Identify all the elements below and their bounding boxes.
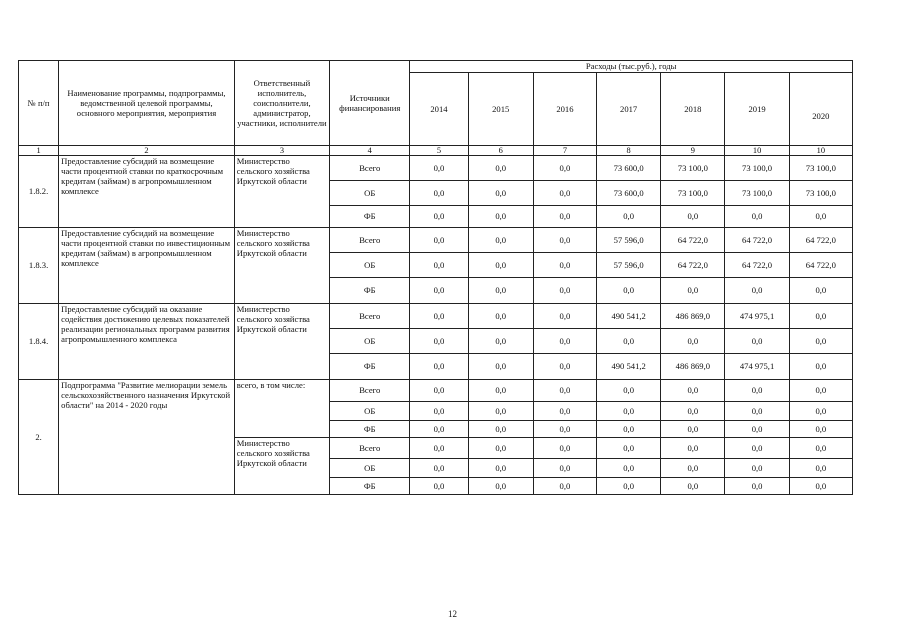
table-header — [19, 61, 853, 156]
amount-cell: 0,0 — [789, 278, 852, 304]
amount-cell: 0,0 — [410, 228, 468, 253]
funding-source: Всего — [330, 438, 410, 459]
amount-cell: 0,0 — [533, 354, 596, 380]
amount-cell: 0,0 — [533, 402, 596, 421]
amount-cell: 73 100,0 — [661, 181, 725, 206]
amount-cell: 0,0 — [661, 402, 725, 421]
column-number: 1 — [19, 146, 59, 156]
responsible-executor: Министерство сельского хозяйства Иркутской области — [234, 438, 329, 495]
header-year: 2019 — [725, 73, 789, 146]
amount-cell: 64 722,0 — [661, 228, 725, 253]
amount-cell: 0,0 — [597, 278, 661, 304]
amount-cell: 0,0 — [789, 421, 852, 438]
column-number: 8 — [597, 146, 661, 156]
column-number: 10 — [725, 146, 789, 156]
amount-cell: 490 541,2 — [597, 304, 661, 329]
funding-source: ФБ — [330, 478, 410, 495]
amount-cell: 0,0 — [410, 421, 468, 438]
amount-cell: 0,0 — [533, 421, 596, 438]
funding-source: Всего — [330, 228, 410, 253]
amount-cell: 0,0 — [410, 156, 468, 181]
amount-cell: 0,0 — [661, 380, 725, 402]
table-body — [19, 156, 853, 495]
amount-cell: 64 722,0 — [789, 228, 852, 253]
amount-cell: 0,0 — [725, 478, 789, 495]
column-number: 2 — [59, 146, 235, 156]
column-number: 9 — [661, 146, 725, 156]
amount-cell: 0,0 — [725, 278, 789, 304]
amount-cell: 0,0 — [410, 459, 468, 478]
column-number: 3 — [234, 146, 329, 156]
table-row — [19, 380, 853, 402]
amount-cell: 0,0 — [597, 402, 661, 421]
amount-cell: 0,0 — [725, 402, 789, 421]
header-year: 2017 — [597, 73, 661, 146]
funding-source: ОБ — [330, 329, 410, 354]
amount-cell: 0,0 — [410, 253, 468, 278]
amount-cell: 0,0 — [725, 329, 789, 354]
amount-cell: 73 100,0 — [661, 156, 725, 181]
amount-cell: 474 975,1 — [725, 304, 789, 329]
amount-cell: 0,0 — [468, 253, 533, 278]
amount-cell: 73 600,0 — [597, 181, 661, 206]
header-num: № п/п — [19, 61, 59, 146]
amount-cell: 0,0 — [468, 380, 533, 402]
program-name: Предоставление субсидий на оказание содействия достижению целевых показателей реализации региональных программ развития агропромышленного комплекса — [59, 304, 235, 380]
amount-cell: 0,0 — [533, 478, 596, 495]
amount-cell: 57 596,0 — [597, 253, 661, 278]
funding-source: ФБ — [330, 421, 410, 438]
amount-cell: 0,0 — [661, 329, 725, 354]
amount-cell: 64 722,0 — [661, 253, 725, 278]
program-name: Подпрограмма "Развитие мелиорации земель сельскохозяйственного назначения Иркутской области" на 2014 - 2020 годы — [59, 380, 235, 495]
amount-cell: 0,0 — [533, 329, 596, 354]
amount-cell: 0,0 — [789, 459, 852, 478]
table-row — [19, 156, 853, 181]
amount-cell: 0,0 — [725, 438, 789, 459]
header-year: 2016 — [533, 73, 596, 146]
responsible-executor: всего, в том числе: — [234, 380, 329, 438]
amount-cell: 0,0 — [468, 478, 533, 495]
budget-table — [18, 60, 853, 495]
funding-source: ФБ — [330, 278, 410, 304]
amount-cell: 0,0 — [410, 380, 468, 402]
amount-cell: 0,0 — [468, 354, 533, 380]
row-number: 1.8.4. — [19, 304, 59, 380]
amount-cell: 57 596,0 — [597, 228, 661, 253]
amount-cell: 0,0 — [661, 278, 725, 304]
amount-cell: 0,0 — [533, 438, 596, 459]
amount-cell: 0,0 — [789, 478, 852, 495]
responsible-executor: Министерство сельского хозяйства Иркутской области — [234, 304, 329, 380]
funding-source: ФБ — [330, 354, 410, 380]
amount-cell: 0,0 — [533, 278, 596, 304]
responsible-executor: Министерство сельского хозяйства Иркутской области — [234, 228, 329, 304]
amount-cell: 0,0 — [468, 304, 533, 329]
amount-cell: 73 100,0 — [789, 181, 852, 206]
funding-source: ОБ — [330, 459, 410, 478]
amount-cell: 0,0 — [533, 380, 596, 402]
amount-cell: 0,0 — [468, 402, 533, 421]
column-number: 4 — [330, 146, 410, 156]
amount-cell: 0,0 — [661, 459, 725, 478]
table-row — [19, 304, 853, 329]
amount-cell: 0,0 — [597, 438, 661, 459]
amount-cell: 0,0 — [468, 278, 533, 304]
amount-cell: 474 975,1 — [725, 354, 789, 380]
amount-cell: 0,0 — [725, 206, 789, 228]
column-number: 7 — [533, 146, 596, 156]
table-row — [19, 228, 853, 253]
amount-cell: 0,0 — [468, 228, 533, 253]
header-year: 2015 — [468, 73, 533, 146]
amount-cell: 0,0 — [468, 329, 533, 354]
header-year: 2014 — [410, 73, 468, 146]
amount-cell: 73 100,0 — [725, 156, 789, 181]
amount-cell: 0,0 — [725, 380, 789, 402]
amount-cell: 0,0 — [597, 478, 661, 495]
amount-cell: 0,0 — [789, 354, 852, 380]
amount-cell: 0,0 — [410, 438, 468, 459]
row-number: 1.8.2. — [19, 156, 59, 228]
amount-cell: 64 722,0 — [725, 228, 789, 253]
amount-cell: 486 869,0 — [661, 304, 725, 329]
amount-cell: 0,0 — [725, 421, 789, 438]
amount-cell: 0,0 — [789, 438, 852, 459]
amount-cell: 0,0 — [410, 402, 468, 421]
amount-cell: 0,0 — [468, 421, 533, 438]
column-number: 5 — [410, 146, 468, 156]
amount-cell: 0,0 — [533, 253, 596, 278]
amount-cell: 0,0 — [789, 304, 852, 329]
amount-cell: 0,0 — [410, 478, 468, 495]
funding-source: Всего — [330, 304, 410, 329]
funding-source: Всего — [330, 156, 410, 181]
column-number: 6 — [468, 146, 533, 156]
amount-cell: 0,0 — [533, 304, 596, 329]
header-name: Наименование программы, подпрограммы, ведомственной целевой программы, основного мероприятия, мероприятия — [59, 61, 235, 146]
funding-source: ОБ — [330, 402, 410, 421]
amount-cell: 0,0 — [789, 329, 852, 354]
amount-cell: 0,0 — [789, 402, 852, 421]
amount-cell: 0,0 — [661, 206, 725, 228]
amount-cell: 0,0 — [410, 354, 468, 380]
header-sources: Источники финансирования — [330, 61, 410, 146]
amount-cell: 0,0 — [533, 228, 596, 253]
amount-cell: 0,0 — [725, 459, 789, 478]
amount-cell: 0,0 — [468, 181, 533, 206]
program-name: Предоставление субсидий на возмещение части процентной ставки по краткосрочным кредитам (займам) в агропромышленном комплексе — [59, 156, 235, 228]
amount-cell: 0,0 — [597, 329, 661, 354]
amount-cell: 0,0 — [597, 380, 661, 402]
row-number: 1.8.3. — [19, 228, 59, 304]
amount-cell: 0,0 — [597, 206, 661, 228]
amount-cell: 0,0 — [597, 459, 661, 478]
amount-cell: 64 722,0 — [789, 253, 852, 278]
amount-cell: 0,0 — [533, 206, 596, 228]
responsible-executor: Министерство сельского хозяйства Иркутской области — [234, 156, 329, 228]
amount-cell: 0,0 — [789, 380, 852, 402]
funding-source: ОБ — [330, 181, 410, 206]
amount-cell: 0,0 — [410, 278, 468, 304]
header-year: 2018 — [661, 73, 725, 146]
amount-cell: 0,0 — [410, 304, 468, 329]
amount-cell: 0,0 — [468, 459, 533, 478]
amount-cell: 64 722,0 — [725, 253, 789, 278]
column-number-row — [19, 146, 853, 156]
header-year: 2020 — [789, 73, 852, 146]
amount-cell: 0,0 — [468, 156, 533, 181]
program-name: Предоставление субсидий на возмещение части процентной ставки по инвестиционным кредитам (займам) в агропромышленном комплексе — [59, 228, 235, 304]
amount-cell: 486 869,0 — [661, 354, 725, 380]
funding-source: Всего — [330, 380, 410, 402]
row-number: 2. — [19, 380, 59, 495]
amount-cell: 0,0 — [468, 206, 533, 228]
header-responsible: Ответственный исполнитель, соисполнители, администратор, участники, исполнители — [234, 61, 329, 146]
amount-cell: 0,0 — [789, 206, 852, 228]
amount-cell: 0,0 — [533, 156, 596, 181]
column-number: 10 — [789, 146, 852, 156]
funding-source: ОБ — [330, 253, 410, 278]
amount-cell: 73 100,0 — [789, 156, 852, 181]
amount-cell: 73 100,0 — [725, 181, 789, 206]
amount-cell: 73 600,0 — [597, 156, 661, 181]
amount-cell: 0,0 — [533, 459, 596, 478]
amount-cell: 490 541,2 — [597, 354, 661, 380]
amount-cell: 0,0 — [410, 329, 468, 354]
amount-cell: 0,0 — [597, 421, 661, 438]
amount-cell: 0,0 — [661, 421, 725, 438]
amount-cell: 0,0 — [661, 438, 725, 459]
funding-source: ФБ — [330, 206, 410, 228]
amount-cell: 0,0 — [468, 438, 533, 459]
amount-cell: 0,0 — [661, 478, 725, 495]
amount-cell: 0,0 — [533, 181, 596, 206]
amount-cell: 0,0 — [410, 206, 468, 228]
page-number: 12 — [448, 609, 457, 619]
amount-cell: 0,0 — [410, 181, 468, 206]
header-expenses: Расходы (тыс.руб.), годы — [410, 61, 853, 73]
